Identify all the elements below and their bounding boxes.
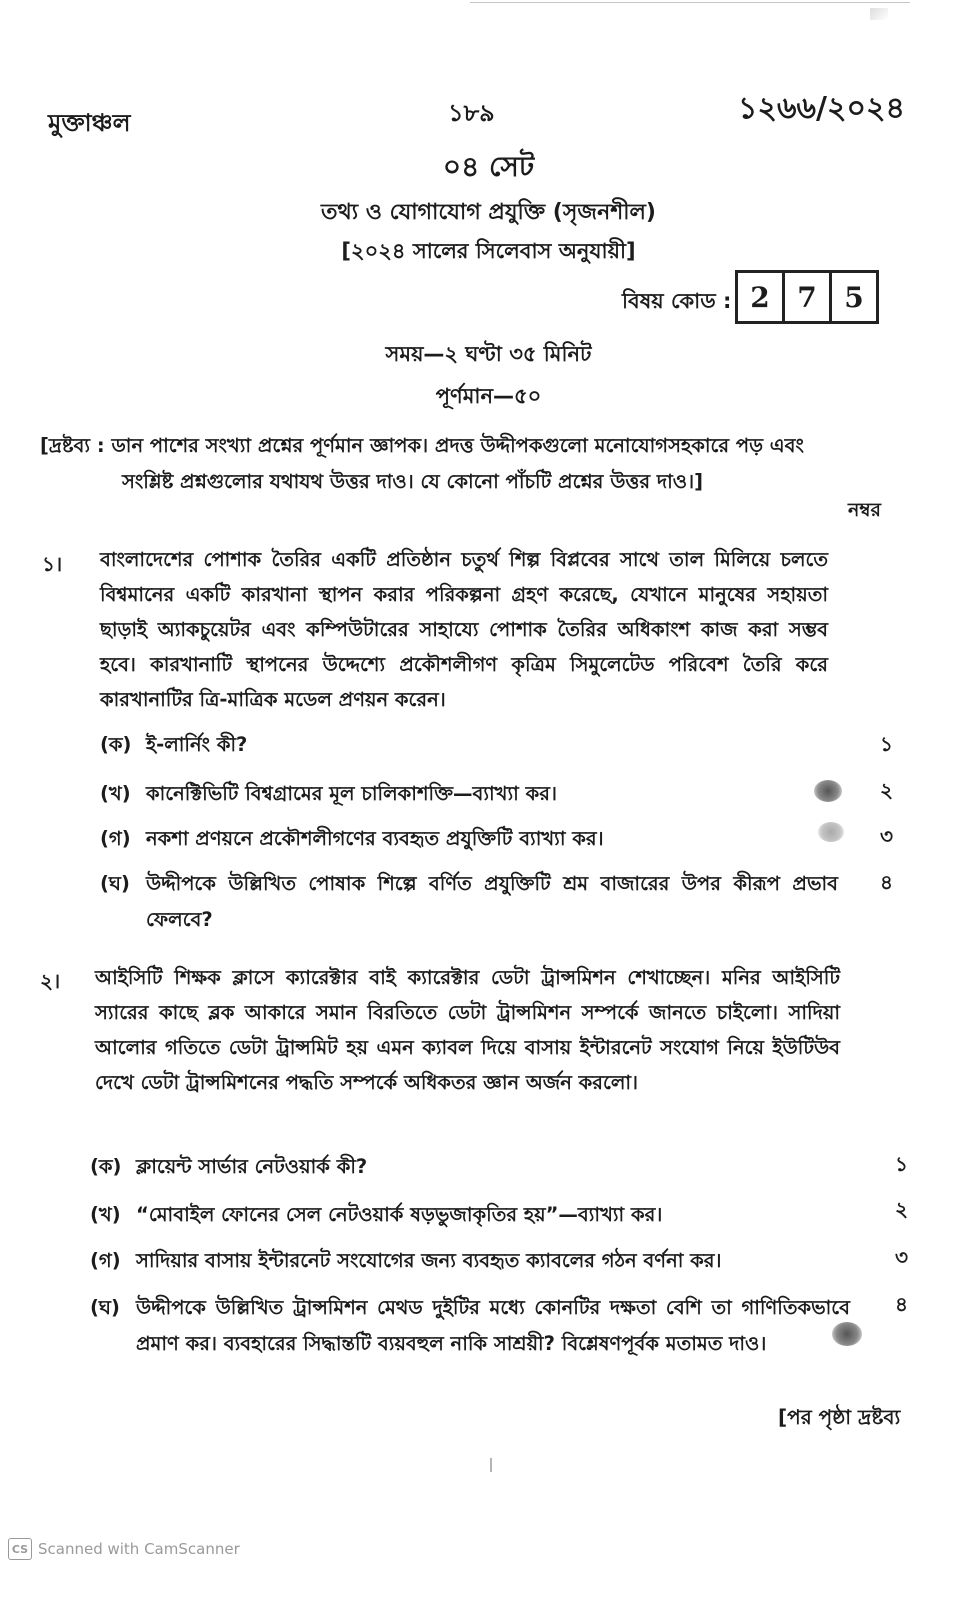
subject-title: তথ্য ও যোগাযোগ প্রযুক্তি (সৃজনশীল) [321, 200, 656, 225]
set-title: ০৪ সেট [442, 150, 535, 183]
part-text: ই-লার্নিং কী? [146, 733, 248, 756]
part-marks: ৪ [880, 870, 893, 894]
part-text: “মোবাইল ফোনের সেল নেটওয়ার্ক ষড়ভুজাকৃতির হয়”—ব্যাখ্যা কর। [136, 1203, 663, 1226]
part-label: (ক) [90, 1155, 122, 1178]
reference-number: ১২৬৬/২০২৪ [738, 91, 905, 126]
part-label: (গ) [90, 1249, 121, 1272]
note-line-2: সংশ্লিষ্ট প্রশ্নগুলোর যথাযথ উত্তর দাও। যে কোনো পাঁচটি প্রশ্নের উত্তর দাও।] [122, 470, 703, 493]
code-digit: 7 [785, 273, 832, 321]
part-label: (খ) [100, 782, 131, 805]
part-marks: ৪ [895, 1292, 908, 1316]
question-part [100, 866, 838, 938]
part-text: উদ্দীপকে উল্লিখিত ট্রান্সমিশন মেথড দুইটির মধ্যে কোনটির দক্ষতা বেশি তা গাণিতিকভাবে প্রমাণ কর। ব্যবহারের সিদ্ধান্তটি ব্যয়বহুল নাকি সাশ্রয়ী? বিশ্লেষণপূর্বক মতামত দাও। [136, 1296, 850, 1355]
full-marks: পূর্ণমান—৫০ [435, 384, 542, 408]
question-part [90, 1290, 850, 1362]
part-text: নকশা প্রণয়নে প্রকৌশলীগণের ব্যবহৃত প্রযুক্তিটি ব্যাখ্যা কর। [146, 827, 604, 850]
code-digit: 2 [738, 273, 785, 321]
scan-corner-mark [870, 8, 888, 20]
question-stem: আইসিটি শিক্ষক ক্লাসে ক্যারেক্টার বাই ক্যারেক্টার ডেটা ট্রান্সমিশন শেখাচ্ছেন। মনির আইসিটি স্যারের কাছে ব্লক আকারে সমান বিরতিতে ডেটা ট্রান্সমিশন সম্পর্কে জানতে চাইলো। সাদিয়া আলোর গতিতে ডেটা ট্রান্সমিট হয় এমন ক্যাবল দিয়ে বাসায় ইন্টারনেট সংযোগ নিয়ে ইউটিউব দেখে ডেটা ট্রান্সমিশনের পদ্ধতি সম্পর্কে অধিকতর জ্ঞান অর্জন করলো। [95, 966, 840, 1094]
part-marks: ৩ [880, 824, 894, 848]
note-line-1: [দ্রষ্টব্য : ডান পাশের সংখ্যা প্রশ্নের পূর্ণমান জ্ঞাপক। প্রদত্ত উদ্দীপকগুলো মনোযোগসহকারে পড় এবং [40, 434, 804, 457]
scan-mark [490, 1458, 492, 1472]
part-marks: ২ [880, 778, 894, 802]
part-label: (ঘ) [90, 1296, 120, 1319]
question-stem: বাংলাদেশের পোশাক তৈরির একটি প্রতিষ্ঠান চতুর্থ শিল্প বিপ্লবের সাথে তাল মিলিয়ে চলতে বিশ্বমানের একটি কারখানা স্থাপন করার পরিকল্পনা গ্রহণ করেছে, যেখানে মানুষের সহায়তা ছাড়াই অ্যাকচুয়েটর এবং কম্পিউটারের সাহায্যে পোশাক তৈরির অধিকাংশ কাজ করা সম্ভব হবে। কারখানাটি স্থাপনের উদ্দেশ্যে প্রকৌশলীগণ কৃত্রিম সিমুলেটেড পরিবেশ তৈরি করে কারখানাটির ত্রি-মাত্রিক মডেল প্রণয়ন করেন। [100, 548, 828, 711]
part-label: (ঘ) [100, 872, 130, 895]
district-label: মুক্তাঞ্চল [48, 109, 131, 137]
question-number: ১। [42, 552, 63, 576]
camscanner-icon: CS [8, 1538, 32, 1560]
part-marks: ৩ [895, 1245, 909, 1269]
question-part [90, 1243, 850, 1279]
ink-blot [832, 1322, 862, 1346]
question-part [90, 1197, 850, 1233]
camscanner-watermark [8, 1538, 240, 1560]
part-label: (খ) [90, 1203, 121, 1226]
ink-blot [818, 822, 844, 842]
camscanner-text: Scanned with CamScanner [38, 1540, 240, 1558]
subject-code-label: বিষয় কোড : [622, 289, 732, 313]
exam-time: সময়—২ ঘণ্টা ৩৫ মিনিট [385, 342, 592, 366]
marks-column-header: নম্বর [848, 499, 881, 521]
syllabus-note: [২০২৪ সালের সিলেবাস অনুযায়ী] [341, 239, 636, 263]
next-page-note: [পর পৃষ্ঠা দ্রষ্টব্য [778, 1405, 901, 1429]
part-marks: ১ [880, 732, 893, 756]
page-number: ১৮৯ [448, 99, 495, 127]
part-marks: ২ [895, 1197, 909, 1221]
part-marks: ১ [895, 1152, 908, 1176]
ink-blot [814, 780, 842, 802]
scan-edge-line [470, 2, 910, 3]
part-text: কানেক্টিভিটি বিশ্বগ্রামের মূল চালিকাশক্তি—ব্যাখ্যা কর। [146, 782, 557, 805]
question-part [100, 776, 800, 812]
part-text: ক্লায়েন্ট সার্ভার নেটওয়ার্ক কী? [136, 1155, 368, 1178]
instructions-note [40, 428, 910, 500]
part-label: (গ) [100, 827, 131, 850]
part-label: (ক) [100, 733, 132, 756]
question-part [100, 821, 800, 857]
part-text: সাদিয়ার বাসায় ইন্টারনেট সংযোগের জন্য ব্যবহৃত ক্যাবলের গঠন বর্ণনা কর। [136, 1249, 722, 1272]
question-part [90, 1149, 850, 1185]
part-text: উদ্দীপকে উল্লিখিত পোষাক শিল্পে বর্ণিত প্রযুক্তিটি শ্রম বাজারের উপর কীরূপ প্রভাব ফেলবে? [146, 872, 838, 931]
question-part [100, 727, 840, 763]
subject-code-box [735, 270, 879, 324]
code-digit: 5 [844, 280, 864, 314]
question-number: ২। [40, 969, 61, 993]
